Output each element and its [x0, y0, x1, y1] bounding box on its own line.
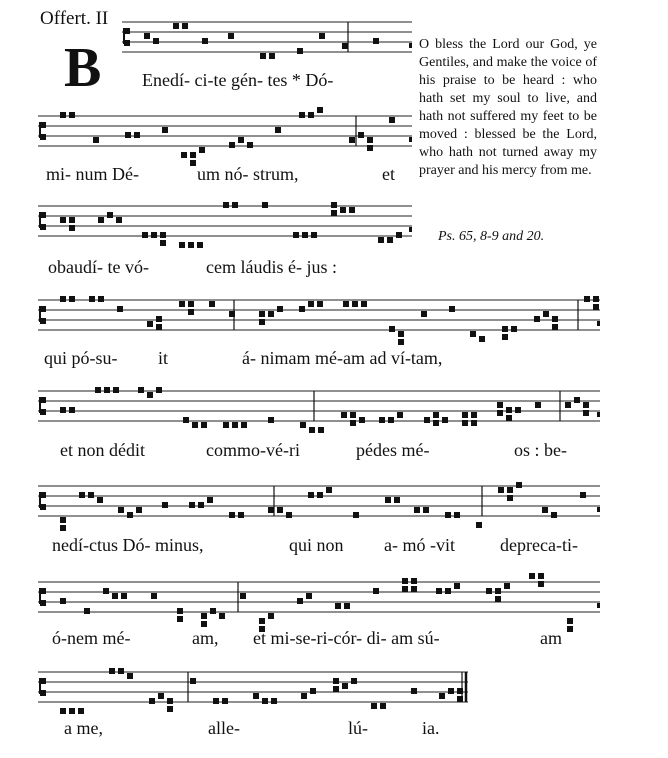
- c-clef-icon: [39, 588, 41, 604]
- neume-note: [229, 142, 235, 148]
- neume-note: [502, 334, 508, 340]
- neume-note: [367, 145, 373, 151]
- neume-note: [275, 127, 281, 133]
- neume-note: [179, 242, 185, 248]
- neume-note: [333, 678, 339, 684]
- neume-note: [109, 668, 115, 674]
- neume-note: [318, 427, 324, 433]
- neume-note: [201, 613, 207, 619]
- neume-note: [182, 23, 188, 29]
- lyric-syllables: um nó- strum,: [197, 164, 299, 184]
- lyric-syllables: depreca-ti-: [500, 535, 578, 555]
- c-clef-icon: [39, 212, 41, 228]
- neume-note: [333, 686, 339, 692]
- lyric-syllables: am,: [192, 628, 219, 648]
- neume-note: [439, 693, 445, 699]
- lyric-syllables: cem láudis é- jus :: [206, 257, 337, 277]
- neume-note: [79, 492, 85, 498]
- neume-note: [476, 522, 482, 528]
- neume-note: [262, 202, 268, 208]
- neume-note: [343, 301, 349, 307]
- neume-note: [201, 621, 207, 627]
- neume-note: [301, 693, 307, 699]
- neume-note: [259, 311, 265, 317]
- neume-note: [299, 112, 305, 118]
- staff-1: [122, 18, 412, 62]
- neume-note: [149, 698, 155, 704]
- neume-note: [543, 311, 549, 317]
- neume-note: [262, 698, 268, 704]
- neume-note: [534, 316, 540, 322]
- neume-note: [371, 703, 377, 709]
- neume-note: [317, 301, 323, 307]
- neume-note: [593, 296, 599, 302]
- neume-note: [367, 137, 373, 143]
- neume-note: [584, 296, 590, 302]
- neume-note: [293, 232, 299, 238]
- neume-note: [297, 48, 303, 54]
- neume-note: [396, 232, 402, 238]
- neume-note: [153, 38, 159, 44]
- neume-note: [352, 301, 358, 307]
- neume-note: [580, 492, 586, 498]
- neume-note: [118, 507, 124, 513]
- neume-note: [297, 598, 303, 604]
- neume-note: [542, 507, 548, 513]
- neume-note: [397, 412, 403, 418]
- staff-7: [38, 578, 600, 622]
- neume-note: [144, 33, 150, 39]
- neume-note: [388, 417, 394, 423]
- neume-note: [574, 397, 580, 403]
- neume-note: [207, 497, 213, 503]
- lyric-syllables: et non dédit: [60, 440, 145, 460]
- neume-note: [60, 296, 66, 302]
- neume-note: [268, 507, 274, 513]
- neume-note: [232, 422, 238, 428]
- neume-note: [277, 306, 283, 312]
- lyric-syllables: ia.: [422, 718, 440, 738]
- neume-note: [379, 417, 385, 423]
- neume-note: [335, 603, 341, 609]
- neume-note: [433, 420, 439, 426]
- neume-note: [156, 324, 162, 330]
- custos-icon: [409, 227, 412, 232]
- c-clef-icon: [39, 122, 41, 138]
- neume-note: [190, 160, 196, 166]
- neume-note: [151, 232, 157, 238]
- neume-note: [241, 422, 247, 428]
- neume-note: [232, 202, 238, 208]
- neume-note: [593, 304, 599, 310]
- neume-note: [138, 387, 144, 393]
- neume-note: [69, 217, 75, 223]
- neume-note: [380, 703, 386, 709]
- neume-note: [567, 626, 573, 632]
- neume-note: [142, 232, 148, 238]
- neume-note: [471, 420, 477, 426]
- neume-note: [552, 324, 558, 330]
- neume-note: [529, 573, 535, 579]
- neume-note: [116, 217, 122, 223]
- neume-note: [107, 212, 113, 218]
- neume-note: [424, 417, 430, 423]
- neume-note: [538, 573, 544, 579]
- neume-note: [253, 693, 259, 699]
- neume-note: [223, 422, 229, 428]
- lyric-syllables: lú-: [348, 718, 368, 738]
- neume-note: [69, 225, 75, 231]
- neume-note: [309, 427, 315, 433]
- neume-note: [177, 608, 183, 614]
- neume-note: [60, 217, 66, 223]
- neume-note: [308, 112, 314, 118]
- neume-note: [268, 311, 274, 317]
- neume-note: [373, 588, 379, 594]
- neume-note: [423, 507, 429, 513]
- neume-note: [210, 608, 216, 614]
- neume-note: [286, 512, 292, 518]
- neume-note: [60, 407, 66, 413]
- neume-note: [173, 23, 179, 29]
- staff-4: [38, 296, 600, 340]
- neume-note: [69, 296, 75, 302]
- neume-note: [504, 583, 510, 589]
- neume-note: [421, 311, 427, 317]
- neume-note: [449, 306, 455, 312]
- c-clef-icon: [39, 397, 41, 413]
- neume-note: [98, 217, 104, 223]
- neume-note: [402, 578, 408, 584]
- neume-note: [349, 207, 355, 213]
- neume-note: [495, 596, 501, 602]
- neume-note: [498, 487, 504, 493]
- neume-note: [306, 593, 312, 599]
- neume-note: [349, 137, 355, 143]
- neume-note: [89, 296, 95, 302]
- c-clef-icon: [39, 306, 41, 322]
- neume-note: [497, 402, 503, 408]
- neume-note: [201, 422, 207, 428]
- neume-note: [134, 132, 140, 138]
- neume-note: [223, 202, 229, 208]
- neume-note: [197, 242, 203, 248]
- neume-note: [378, 237, 384, 243]
- lyric-syllables: obaudí- te vó-: [48, 257, 149, 277]
- neume-note: [167, 698, 173, 704]
- neume-note: [359, 417, 365, 423]
- neume-note: [192, 422, 198, 428]
- neume-note: [213, 698, 219, 704]
- lyric-syllables: et: [382, 164, 395, 184]
- neume-note: [358, 132, 364, 138]
- neume-note: [93, 137, 99, 143]
- offertory-label: Offert. II: [40, 8, 109, 29]
- neume-note: [247, 142, 253, 148]
- neume-note: [411, 688, 417, 694]
- neume-note: [240, 593, 246, 599]
- neume-note: [506, 415, 512, 421]
- neume-note: [326, 487, 332, 493]
- lyric-syllables: mi- num Dé-: [46, 164, 139, 184]
- neume-note: [583, 402, 589, 408]
- neume-note: [156, 316, 162, 322]
- neume-note: [238, 137, 244, 143]
- neume-note: [511, 326, 517, 332]
- neume-note: [385, 497, 391, 503]
- neume-note: [300, 422, 306, 428]
- lyric-syllables: ó-nem mé-: [52, 628, 131, 648]
- neume-note: [127, 673, 133, 679]
- staff-6: [38, 482, 600, 526]
- neume-note: [78, 708, 84, 714]
- lyric-syllables: a- mó -vit: [384, 535, 455, 555]
- neume-note: [190, 152, 196, 158]
- neume-note: [98, 296, 104, 302]
- neume-note: [497, 410, 503, 416]
- neume-note: [308, 301, 314, 307]
- neume-note: [507, 487, 513, 493]
- neume-note: [60, 598, 66, 604]
- lyric-syllables: qui non: [289, 535, 344, 555]
- lyric-syllables: Enedí- ci-te gén- tes * Dó-: [142, 70, 334, 90]
- lyric-syllables: et mi-se-ri-cór- di- am sú-: [253, 628, 440, 648]
- neume-note: [398, 331, 404, 337]
- english-translation: [419, 36, 597, 180]
- neume-note: [319, 33, 325, 39]
- custos-icon: [409, 137, 412, 142]
- c-clef-icon: [39, 492, 41, 508]
- neume-note: [299, 306, 305, 312]
- staff-5: [38, 387, 600, 431]
- neume-note: [147, 392, 153, 398]
- neume-note: [202, 38, 208, 44]
- neume-note: [260, 53, 266, 59]
- neume-note: [411, 586, 417, 592]
- neume-note: [311, 232, 317, 238]
- neume-note: [342, 43, 348, 49]
- c-clef-icon: [39, 678, 41, 694]
- lyric-syllables: commo-vé-ri: [206, 440, 300, 460]
- neume-note: [398, 339, 404, 345]
- neume-note: [331, 210, 337, 216]
- neume-note: [113, 387, 119, 393]
- custos-icon: [597, 507, 600, 512]
- staff-3: [38, 202, 412, 246]
- lyric-syllables: a me,: [64, 718, 103, 738]
- neume-note: [189, 502, 195, 508]
- neume-note: [442, 417, 448, 423]
- neume-note: [445, 588, 451, 594]
- neume-note: [60, 517, 66, 523]
- neume-note: [552, 316, 558, 322]
- neume-note: [462, 420, 468, 426]
- psalm-reference: Ps. 65, 8-9 and 20.: [438, 229, 545, 244]
- neume-note: [516, 482, 522, 488]
- neume-note: [331, 202, 337, 208]
- lyric-syllables: qui pó-su-: [44, 348, 118, 368]
- lyric-syllables: á- nimam mé-am ad ví-tam,: [242, 348, 443, 368]
- custos-icon: [597, 412, 600, 417]
- neume-note: [310, 688, 316, 694]
- neume-note: [69, 112, 75, 118]
- neume-note: [97, 497, 103, 503]
- custos-icon: [597, 603, 600, 608]
- neume-note: [95, 387, 101, 393]
- neume-note: [551, 512, 557, 518]
- translation-text: O bless the Lord our God, ye Gentiles, and make the voice of his praise to be heard : who hath set my soul to live, and hath not suffered my feet to be moved : blessed be the Lord, who hath not turned away my prayer and his mercy from me.: [419, 37, 597, 178]
- neume-note: [340, 207, 346, 213]
- neume-note: [238, 512, 244, 518]
- neume-note: [433, 412, 439, 418]
- neume-note: [69, 407, 75, 413]
- neume-note: [60, 708, 66, 714]
- neume-note: [448, 688, 454, 694]
- neume-note: [160, 232, 166, 238]
- neume-note: [350, 412, 356, 418]
- neume-note: [342, 683, 348, 689]
- neume-note: [411, 578, 417, 584]
- neume-note: [495, 588, 501, 594]
- neume-note: [156, 387, 162, 393]
- neume-note: [402, 586, 408, 592]
- neume-note: [308, 492, 314, 498]
- neume-note: [387, 237, 393, 243]
- c-clef-icon: [123, 28, 125, 44]
- neume-note: [344, 603, 350, 609]
- neume-note: [502, 326, 508, 332]
- custos-icon: [597, 321, 600, 326]
- neume-note: [350, 420, 356, 426]
- neume-note: [454, 512, 460, 518]
- neume-note: [462, 412, 468, 418]
- neume-note: [167, 706, 173, 712]
- staff-8: [38, 668, 468, 712]
- neume-note: [507, 495, 513, 501]
- neume-note: [353, 512, 359, 518]
- neume-note: [394, 497, 400, 503]
- neume-note: [162, 502, 168, 508]
- neume-note: [209, 301, 215, 307]
- lyric-syllables: os : be-: [514, 440, 567, 460]
- neume-note: [60, 525, 66, 531]
- neume-note: [60, 112, 66, 118]
- neume-note: [259, 319, 265, 325]
- neume-note: [535, 402, 541, 408]
- neume-note: [479, 336, 485, 342]
- lyric-syllables: alle-: [208, 718, 240, 738]
- neume-note: [414, 507, 420, 513]
- neume-note: [198, 502, 204, 508]
- neume-note: [341, 412, 347, 418]
- neume-note: [160, 240, 166, 246]
- neume-note: [565, 402, 571, 408]
- neume-note: [317, 107, 323, 113]
- neume-note: [188, 301, 194, 307]
- neume-note: [112, 593, 118, 599]
- drop-cap-initial: B: [64, 37, 102, 99]
- neume-note: [222, 698, 228, 704]
- neume-note: [219, 613, 225, 619]
- neume-note: [229, 512, 235, 518]
- neume-note: [271, 698, 277, 704]
- neume-note: [125, 132, 131, 138]
- neume-note: [302, 232, 308, 238]
- neume-note: [136, 507, 142, 513]
- neume-note: [183, 417, 189, 423]
- neume-note: [259, 618, 265, 624]
- neume-note: [162, 127, 168, 133]
- neume-note: [389, 117, 395, 123]
- neume-note: [268, 417, 274, 423]
- custos-icon: [409, 43, 412, 48]
- neume-note: [486, 588, 492, 594]
- neume-note: [269, 53, 275, 59]
- lyric-syllables: it: [158, 348, 169, 368]
- neume-note: [583, 410, 589, 416]
- neume-note: [151, 593, 157, 599]
- neume-note: [228, 33, 234, 39]
- neume-note: [470, 331, 476, 337]
- neume-note: [317, 492, 323, 498]
- neume-note: [436, 588, 442, 594]
- neume-note: [389, 326, 395, 332]
- lyric-syllables: am: [540, 628, 562, 648]
- neume-note: [84, 608, 90, 614]
- neume-note: [147, 321, 153, 327]
- neume-note: [190, 678, 196, 684]
- neume-note: [69, 708, 75, 714]
- neume-note: [515, 407, 521, 413]
- neume-note: [361, 301, 367, 307]
- neume-note: [506, 407, 512, 413]
- neume-note: [454, 583, 460, 589]
- neume-note: [188, 309, 194, 315]
- staff-2: [38, 112, 412, 156]
- neume-note: [268, 613, 274, 619]
- neume-note: [118, 668, 124, 674]
- neume-note: [117, 306, 123, 312]
- neume-note: [181, 152, 187, 158]
- neume-note: [103, 588, 109, 594]
- neume-note: [373, 38, 379, 44]
- neume-note: [88, 492, 94, 498]
- neume-note: [158, 693, 164, 699]
- neume-note: [471, 412, 477, 418]
- neume-note: [567, 618, 573, 624]
- neume-note: [199, 147, 205, 153]
- neume-note: [127, 512, 133, 518]
- neume-note: [121, 593, 127, 599]
- neume-note: [277, 507, 283, 513]
- neume-note: [188, 242, 194, 248]
- neume-note: [179, 301, 185, 307]
- neume-note: [104, 387, 110, 393]
- lyric-syllables: nedí-ctus Dó- minus,: [52, 535, 204, 555]
- neume-note: [538, 581, 544, 587]
- neume-note: [177, 616, 183, 622]
- neume-note: [351, 678, 357, 684]
- neume-note: [445, 512, 451, 518]
- lyric-syllables: pédes mé-: [356, 440, 430, 460]
